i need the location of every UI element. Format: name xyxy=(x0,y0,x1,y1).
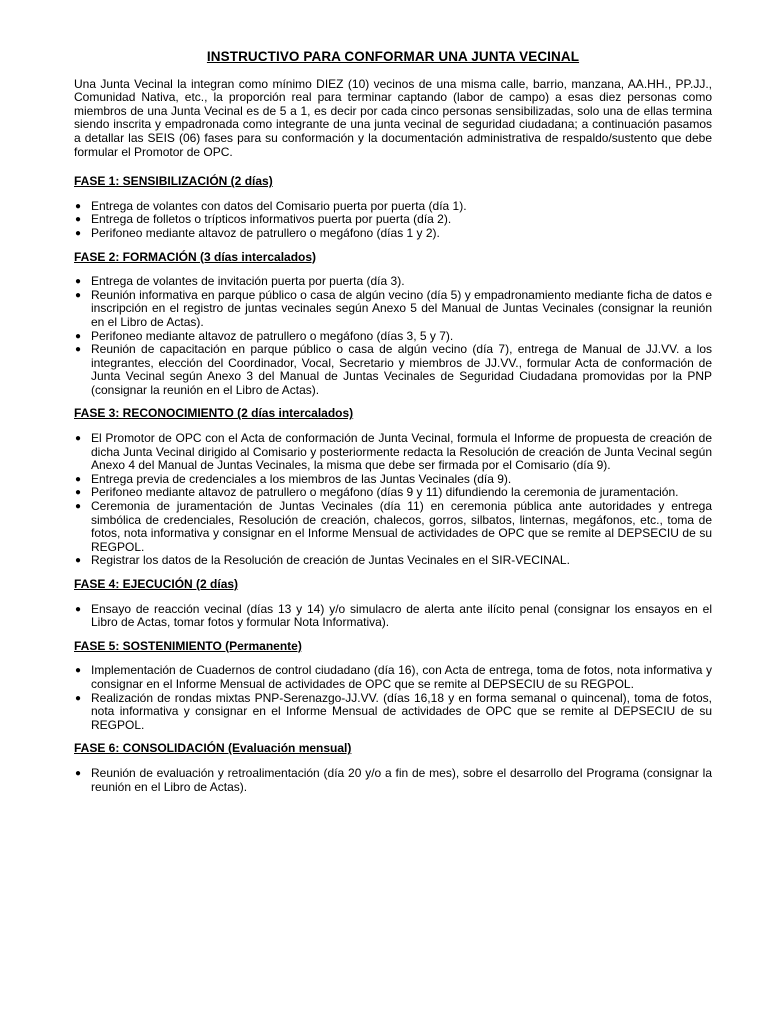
bullet-icon: ● xyxy=(75,473,82,485)
phases-list xyxy=(74,175,712,794)
bullet-icon: ● xyxy=(75,555,82,567)
list-item-text: Registrar los datos de la Resolución de creación de Juntas Vecinales en el SIR-VECINAL. xyxy=(91,553,570,568)
list-item-text: Reunión informativa en parque público o casa de algún vecino (día 5) y empadronamiento mediante ficha de datos e inscripción en el registro de juntas vecinales según Anexo 5 del Manual de Juntas Vecinales (consignar la reunión en el Libro de Actas). xyxy=(91,287,712,329)
phase-item-list xyxy=(74,603,712,630)
list-item xyxy=(74,200,712,214)
list-item xyxy=(74,692,712,733)
bullet-icon: ● xyxy=(75,767,82,779)
phase-heading: FASE 6: CONSOLIDACIÓN (Evaluación mensual) xyxy=(74,741,352,756)
bullet-icon: ● xyxy=(75,487,82,499)
list-item xyxy=(74,343,712,397)
bullet-icon: ● xyxy=(75,276,82,288)
list-item xyxy=(74,213,712,227)
intro-paragraph: Una Junta Vecinal la integran como mínimo DIEZ (10) vecinos de una misma calle, barrio, manzana, AA.HH., PP.JJ., Comunidad Nativa, etc., la proporción real para terminar captando (labor de campo) a esas diez personas como miembros de una Junta Vecinal es de 5 a 1, es decir por cada cinco personas sensibilizadas, solo una de ellas termina siendo inscrita y empadronada como integrante de una junta vecinal de seguridad ciudadana; a continuación pasamos a detallar las SEIS (06) fases para su conformación y la documentación administrativa de respaldo/sustento que debe formular el Promotor de OPC. xyxy=(74,76,712,159)
phase-heading: FASE 1: SENSIBILIZACIÓN (2 días) xyxy=(74,174,273,189)
bullet-icon: ● xyxy=(75,214,82,226)
phase-heading: FASE 2: FORMACIÓN (3 días intercalados) xyxy=(74,249,317,264)
phase-section xyxy=(74,742,712,794)
list-item xyxy=(74,473,712,487)
phase-section xyxy=(74,251,712,398)
phase-item-list xyxy=(74,767,712,794)
list-item-text: Perifoneo mediante altavoz de patrullero o megáfono (días 1 y 2). xyxy=(91,225,440,240)
list-item-text: Entrega de volantes de invitación puerta por puerta (día 3). xyxy=(91,274,405,289)
phase-item-list xyxy=(74,432,712,568)
bullet-icon: ● xyxy=(75,692,82,704)
list-item-text: Entrega previa de credenciales a los miembros de las Juntas Vecinales (día 9). xyxy=(91,471,512,486)
phase-heading: FASE 4: EJECUCIÓN (2 días) xyxy=(74,577,239,591)
list-item-text: Entrega de volantes con datos del Comisario puerta por puerta (día 1). xyxy=(91,198,467,213)
list-item-text: Implementación de Cuadernos de control ciudadano (día 16), con Acta de entrega, toma de fotos, nota informativa y consignar en el Informe Mensual de actividades de OPC que se remite al DEPSECIU de su REGPOL. xyxy=(91,663,712,691)
document-page xyxy=(74,50,712,804)
phase-heading: FASE 5: SOSTENIMIENTO (Permanente) xyxy=(74,638,302,653)
list-item xyxy=(74,767,712,794)
document-title: INSTRUCTIVO PARA CONFORMAR UNA JUNTA VECINAL xyxy=(206,49,580,64)
bullet-icon: ● xyxy=(75,227,82,239)
phase-item-list xyxy=(74,664,712,732)
list-item-text: Ensayo de reacción vecinal (días 13 y 14) y/o simulacro de alerta ante ilícito penal (consignar los ensayos en el Libro de Actas, tomar fotos y formular Nota Informativa). xyxy=(91,601,712,630)
list-item-text: Entrega de folletos o trípticos informativos puerta por puerta (día 2). xyxy=(91,212,452,227)
list-item xyxy=(74,664,712,691)
list-item-text: Perifoneo mediante altavoz de patrullero o megáfono (días 3, 5 y 7). xyxy=(91,328,454,343)
phase-section xyxy=(74,175,712,240)
list-item-text: Realización de rondas mixtas PNP-Serenazgo-JJ.VV. (días 16,18 y en forma semanal o quincenal), toma de fotos, nota informativa y consignar en el Informe Mensual de actividades de OPC que se remite al DEPSECIU de su REGPOL. xyxy=(91,690,712,732)
list-item-text: Reunión de evaluación y retroalimentación (día 20 y/o a fin de mes), sobre el desarrollo del Programa (consignar la reunión en el Libro de Actas). xyxy=(91,765,712,794)
list-item xyxy=(74,554,712,568)
list-item xyxy=(74,432,712,473)
phase-heading: FASE 3: RECONOCIMIENTO (2 días intercalados) xyxy=(74,406,354,421)
list-item xyxy=(74,227,712,241)
list-item xyxy=(74,289,712,330)
phase-section xyxy=(74,640,712,733)
bullet-icon: ● xyxy=(75,433,82,445)
bullet-icon: ● xyxy=(75,603,82,615)
list-item xyxy=(74,275,712,289)
phase-item-list xyxy=(74,275,712,397)
bullet-icon: ● xyxy=(75,289,82,301)
phase-section xyxy=(74,407,712,568)
phase-item-list xyxy=(74,200,712,241)
bullet-icon: ● xyxy=(75,501,82,513)
list-item-text: Perifoneo mediante altavoz de patrullero o megáfono (días 9 y 11) difundiendo la ceremonia de juramentación. xyxy=(91,485,679,500)
phase-section xyxy=(74,578,712,630)
bullet-icon: ● xyxy=(75,344,82,356)
list-item-text: Reunión de capacitación en parque público o casa de algún vecino (día 7), entrega de Manual de JJ.VV. a los integrantes, elección del Coordinador, Vocal, Secretario y miembros de JJ.VV., formular Acta de conformación de Junta Vecinal según Anexo 3 del Manual de Juntas Vecinales de Seguridad Ciudadana promovidas por la PNP (consignar la reunión en el Libro de Actas). xyxy=(91,342,712,397)
list-item xyxy=(74,603,712,630)
list-item xyxy=(74,486,712,500)
bullet-icon: ● xyxy=(75,330,82,342)
bullet-icon: ● xyxy=(75,665,82,677)
list-item xyxy=(74,500,712,554)
list-item-text: El Promotor de OPC con el Acta de conformación de Junta Vecinal, formula el Informe de propuesta de creación de dicha Junta Vecinal dirigido al Comisario y posteriormente redacta la Resolución de creación de Junta Vecinal según Anexo 4 del Manual de Juntas Vecinales, la misma que debe ser firmada por el Comisario (día 9). xyxy=(91,431,712,473)
list-item xyxy=(74,330,712,344)
list-item-text: Ceremonia de juramentación de Juntas Vecinales (día 11) en ceremonia pública ante autoridades y entrega simbólica de credenciales, Resolución de creación, chalecos, gorros, silbatos, linternas, megáfonos, etc., toma de fotos, nota informativa y consignar en el Informe Mensual de actividades de OPC que se remite al DEPSECIU de su REGPOL. xyxy=(91,499,712,554)
bullet-icon: ● xyxy=(75,200,82,212)
